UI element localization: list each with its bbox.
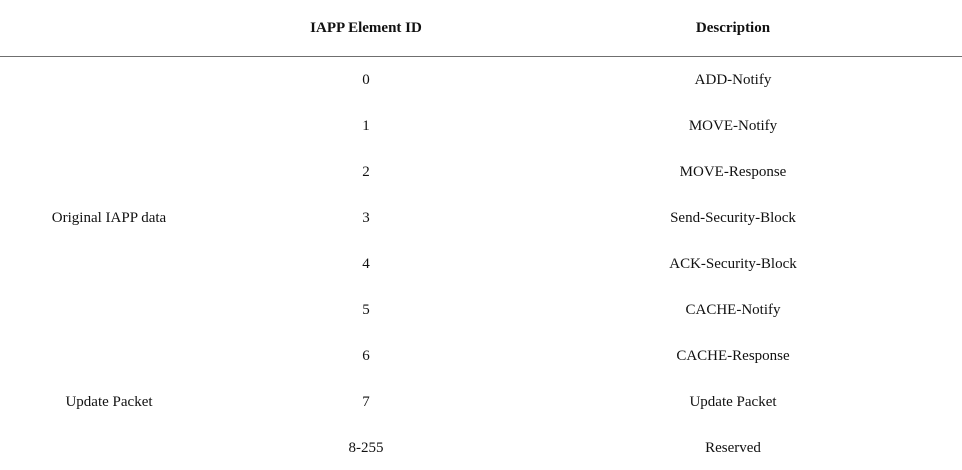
description-cell: MOVE-Notify: [688, 118, 778, 134]
element-id-cell: 4: [362, 256, 370, 272]
description-cell: CACHE-Notify: [685, 302, 781, 318]
element-id-cell: 5: [362, 302, 370, 318]
element-id-cell: 8-255: [348, 440, 384, 456]
group-cell: Update Packet: [65, 394, 153, 410]
description-cell: Update Packet: [689, 394, 777, 410]
element-id-cell: 3: [362, 210, 370, 226]
description-cell: Reserved: [705, 440, 761, 456]
element-id-cell: 6: [362, 348, 370, 364]
element-id-cell: 7: [362, 394, 370, 410]
group-cell: Original IAPP data: [51, 210, 167, 226]
description-cell: CACHE-Response: [676, 348, 790, 364]
header-description: Description: [695, 20, 771, 36]
header-element-id: IAPP Element ID: [310, 20, 422, 36]
element-id-cell: 0: [362, 72, 370, 88]
description-cell: ACK-Security-Block: [669, 256, 797, 272]
element-id-cell: 2: [362, 164, 370, 180]
description-cell: MOVE-Response: [679, 164, 787, 180]
element-id-cell: 1: [362, 118, 370, 134]
table-header: [0, 0, 962, 57]
description-cell: Send-Security-Block: [670, 210, 796, 226]
description-cell: ADD-Notify: [694, 72, 772, 88]
